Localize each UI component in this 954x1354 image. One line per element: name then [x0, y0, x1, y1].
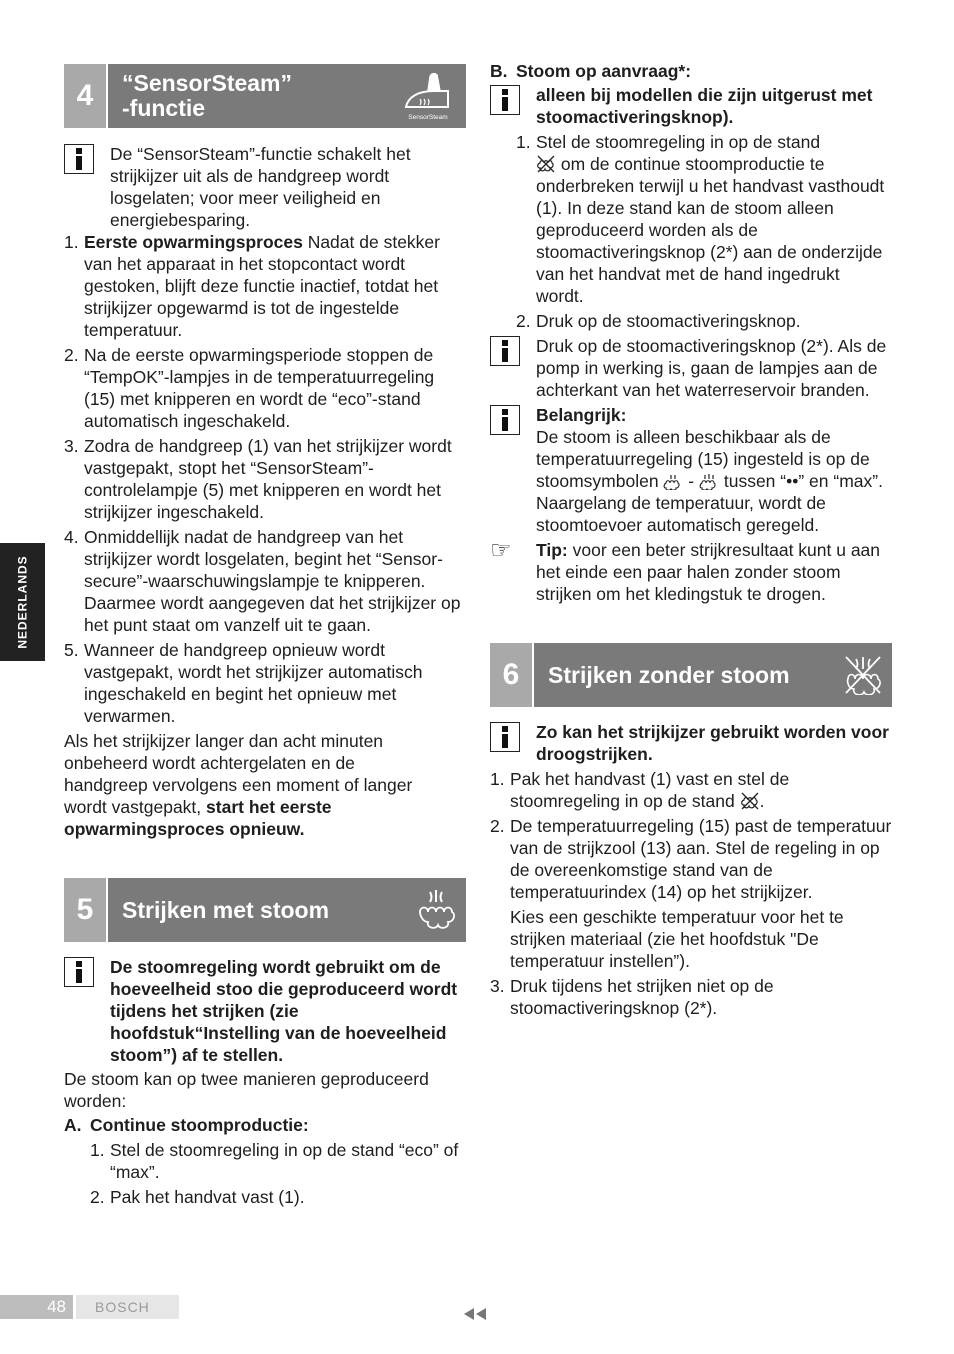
section-number: 5 [64, 878, 108, 942]
section-number: 6 [490, 643, 534, 707]
language-tab-label: NEDERLANDS [15, 555, 30, 649]
info-text: De “SensorSteam”-functie schakelt het strijkijzer uit als de handgreep wordt losgelaten; voor meer veiligheid en energiebesparing. [110, 144, 411, 230]
info-note [490, 335, 892, 401]
steam-high-symbol-icon [699, 474, 719, 490]
steam-on-demand-steps [490, 131, 892, 332]
info-text: Zo kan het strijkijzer gebruikt worden voor droogstrijken. [536, 722, 889, 764]
tip-text: Tip: voor een beter strijkresultaat kunt u aan het einde een paar halen zonder stoom strijken om het kledingstuk te drogen. [536, 540, 881, 604]
left-column [64, 64, 466, 1208]
right-column [490, 60, 892, 1019]
list-item: 5. Wanneer de handgreep opnieuw wordt vastgepakt, wordt het strijkijzer automatisch ingeschakeld en begint het opnieuw met verwarmen. [64, 640, 423, 726]
info-text: De stoomregeling wordt gebruikt om de hoeveelheid stoo die geproduceerd wordt tijdens het strijken (zie hoofdstuk“Instelling van de hoeveelheid stoom”) af te stellen. [110, 957, 458, 1065]
page-footer [0, 1295, 179, 1319]
info-note [64, 956, 466, 1066]
rewind-arrows-icon [462, 1306, 492, 1322]
steam-low-symbol-icon [663, 474, 683, 490]
info-text: Druk op de stoomactiveringsknop (2*). Als de pomp in werking is, gaan de lampjes aan de achterkant van het waterreservoir branden. [536, 336, 887, 400]
section-4-header [64, 64, 466, 128]
list-item: 1. Pak het handvast (1) vast en stel de stoomregeling in op de stand . [490, 769, 790, 811]
info-note [64, 143, 466, 231]
no-steam-symbol-icon [740, 792, 760, 810]
list-item: 1. Stel de stoomregeling in op de stand om de continue stoomproductie te onderbreken terwijl u het handvast vasthoudt (1). In deze stand kan de stoom alleen geproduceerd worden als de stoomactiveringsknop (2*) aan de onderzijde van het handvat met de hand ingedrukt wordt. [516, 132, 885, 306]
important-title: Belangrijk: [536, 405, 627, 425]
list-item: 1. Stel de stoomregeling in op de stand “eco” of “max”. [90, 1140, 459, 1182]
info-note [490, 84, 892, 128]
sensorsteam-steps [64, 231, 466, 727]
list-item: 2. Pak het handvat vast (1). [90, 1187, 305, 1207]
info-text: alleen bij modellen die zijn uitgerust met stoomactiveringsknop). [536, 85, 873, 127]
important-note [490, 404, 892, 536]
info-icon [490, 336, 520, 366]
brand-label: BOSCH [76, 1295, 179, 1319]
tip-note [490, 539, 892, 605]
section-title: “SensorSteam” -functie [122, 70, 293, 121]
subsection-b-heading: B. Stoom op aanvraag*: [490, 61, 692, 81]
info-icon [490, 722, 520, 752]
section-title: Strijken zonder stoom [548, 661, 790, 688]
list-item: 2. Na de eerste opwarmingsperiode stoppen de “TempOK”-lampjes in de temperatuurregeling (15) met knipperen en wordt de “eco”-stand automatisch ingeschakeld. [64, 345, 435, 431]
list-item: 2. De temperatuurregeling (15) past de temperatuur van de strijkzool (13) aan. Stel de regeling in op de overeenkomstige stand van de temperatuurindex (14) op het strijkijzer. Kies een geschikte temperatuur voor het te strijken materiaal (zie het hoofdstuk "De temperatuur instellen”). [490, 816, 892, 971]
page-number: 48 [0, 1295, 73, 1319]
section-5-header [64, 878, 466, 942]
list-item: 3. Zodra de handgreep (1) van het strijkijzer wordt vastgepakt, stopt het “SensorSteam”-controlelampje (5) met knipperen en wordt het strijkijzer ingeschakeld. [64, 436, 452, 522]
sensorsteam-caption: SensorSteam [408, 114, 448, 121]
dry-ironing-steps [490, 768, 892, 1019]
info-icon [64, 957, 94, 987]
list-item: 3. Druk tijdens het strijken niet op de stoomactiveringsknop (2*). [490, 976, 774, 1018]
steam-icon [416, 888, 456, 932]
closing-paragraph: Als het strijkijzer langer dan acht minuten onbeheerd wordt achtergelaten en de handgreep vervolgens een moment of langer wordt vastgepakt, start het eerste opwarmingsproces opnieuw. [64, 731, 413, 839]
no-steam-symbol-icon [536, 155, 556, 173]
important-text: De stoom is alleen beschikbaar als de temperatuurregeling (15) ingesteld is op de stoomsymbolen - tussen “••” en “max”. Naargelang de temperatuur, wordt de stoomtoevoer automatisch geregeld. [536, 427, 883, 535]
section-number: 4 [64, 64, 108, 128]
section-6-header [490, 643, 892, 707]
list-item: 1. Eerste opwarmingsproces Nadat de stekker van het apparaat in het stopcontact wordt gestoken, blijft deze functie inactief, totdat het strijkijzer opgewarmd is tot de ingestelde temperatuur. [64, 232, 440, 340]
info-icon [490, 405, 520, 435]
intro-text: De stoom kan op twee manieren geproduceerd worden: [64, 1069, 429, 1111]
info-icon [490, 85, 520, 115]
language-tab [0, 543, 45, 661]
info-note [490, 721, 892, 765]
info-icon [64, 144, 94, 174]
subsection-a-heading: A. Continue stoomproductie: [64, 1115, 309, 1135]
pointing-hand-icon: ☞ [490, 537, 512, 564]
no-steam-icon [844, 655, 882, 695]
list-item: 2. Druk op de stoomactiveringsknop. [516, 311, 801, 331]
continuous-steam-steps [64, 1139, 466, 1208]
section-title: Strijken met stoom [122, 896, 330, 923]
sensorsteam-iron-icon [400, 69, 456, 123]
list-item: 4. Onmiddellijk nadat de handgreep van het strijkijzer wordt losgelaten, begint het “Sensor-secure”-waarschuwingslampje te knipperen. Daarmee wordt aangegeven dat het strijkijzer op het punt staat om vanzelf uit te gaan. [64, 527, 461, 635]
